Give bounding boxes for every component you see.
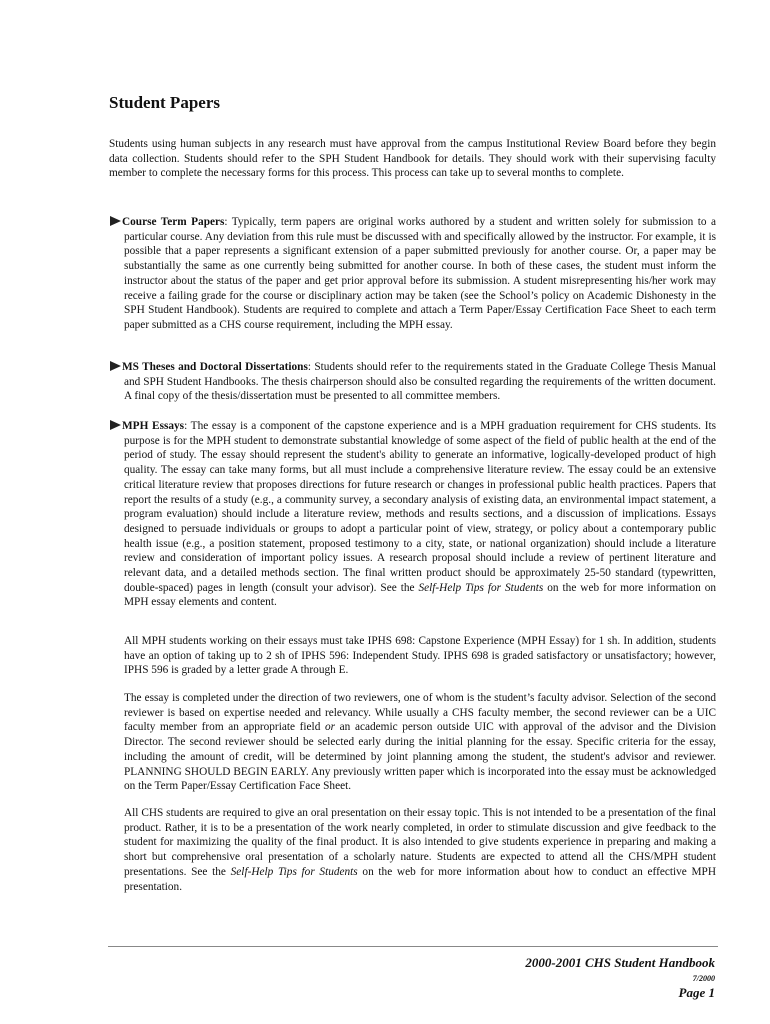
reviewers-paragraph — [124, 691, 716, 794]
mph-essays-section — [110, 419, 716, 610]
footer-page-number: Page 1 — [678, 985, 715, 1000]
page-title: Student Papers — [109, 93, 220, 112]
footer-handbook-title: 2000-2001 CHS Student Handbook — [525, 955, 715, 970]
reviewers-body-b: an academic person outside UIC with approval of the advisor and the Division Director. The second reviewer should be selected early during the initial planning for the essay. Specific criteria for the essay, including the amount of credit, will be determined by joint planning among the student, the student's advisor and reviewer. PLANNING SHOULD BEGIN EARLY. Any previously written paper which is incorporated into the essay must be acknowledged on the Term Paper/Essay Certification Face Sheet. — [124, 721, 716, 793]
theses-heading: MS Theses and Doctoral Dissertations — [122, 361, 308, 373]
mph-essays-body-a: : The essay is a component of the capstone experience and is a MPH graduation requirement for CHS students. Its purpose is for the MPH student to demonstrate substantial knowledge of some aspect of the field of public health at the end of the period of study. The essay should represent the student's ability to generate an informative, logically-developed product of high quality. The essay can take many forms, but all must include a comprehensive literature review. The essay could be an extensive critical literature review that proposes directions for future research or changes in professional public health practices. Papers that report the results of a study (e.g., a community survey, a secondary analysis of existing data, an environmental impact statement, a program evaluation) should include a literature review, methods and results sections, and a discussion of implications. Essays designed to persuade individuals or groups to adopt a particular point of view, strategy, or policy about a contemporary public health issue (e.g., a position statement, proposed testimony to a city, state, or national organization) should include a literature review and consideration of important policy issues. A research proposal should include a review of pertinent literature and relevant data, and a detailed methods section. The final written product should be approximately 25-50 standard (typewritten, double-spaced) pages in length (consult your advisor). See the — [124, 420, 716, 594]
presentation-paragraph — [124, 806, 716, 894]
footer-date: 7/2000 — [692, 974, 715, 983]
course-term-papers-section — [110, 215, 716, 333]
course-term-papers-heading: Course Term Papers — [122, 216, 225, 228]
bullet-arrow-icon — [110, 216, 121, 226]
self-help-tips-link-2[interactable]: Self-Help Tips for Students — [230, 865, 358, 878]
reviewers-body-a: The essay is completed under the direction of two reviewers, one of whom is the student’s faculty advisor. Selection of the second reviewer is based on expertise needed and relevancy. While usually a CHS faculty member, the second reviewer can be a UIC faculty member from an appropriate field — [124, 692, 716, 734]
course-term-papers-body: : Typically, term papers are original works authored by a student and written solely for submission to a particular course. Any deviation from this rule must be discussed with and specifically allowed by the instructor. For example, it is possible that a paper represents a significant extension of a paper submitted previously for another course. Or, a paper may be substantially the same as one currently being submitted for another course. In both of these cases, the student must inform the instructor about the status of the paper and get prior approval before its submission. A student misrepresenting his/her work may receive a failing grade for the course or disciplinary action may be taken (see the School’s policy on Academic Dishonesty in the SPH Student Handbook). Students are required to complete and attach a Term Paper/Essay Certification Face Sheet to each term paper submitted as a CHS course requirement, including the MPH essay. — [124, 216, 716, 331]
footer-divider — [108, 946, 718, 947]
reviewers-or: or — [324, 721, 336, 734]
mph-essays-paragraph — [110, 419, 716, 610]
theses-body: : Students should refer to the requirements stated in the Graduate College Thesis Manual and SPH Student Handbooks. The thesis chairperson should also be consulted regarding the requirements of the written document. A final copy of the thesis/dissertation must be presented to all committee members. — [124, 361, 716, 403]
bullet-arrow-icon — [110, 420, 121, 430]
mph-essays-heading: MPH Essays — [122, 420, 185, 432]
theses-section — [110, 360, 716, 404]
presentation-body-a: All CHS students are required to give an oral presentation on their essay topic. This is not intended to be a presentation of the final product. Rather, it is to be a presentation of the work nearly completed, in order to stimulate discussion and give feedback to the student for maximizing the quality of the final product. It is also intended to give students experience in preparing and making a short but comprehensive oral presentation of a scholarly nature. Students are expected to attend all the CHS/MPH student presentations. See the — [124, 807, 716, 878]
course-term-papers-paragraph — [110, 215, 716, 333]
mph-course-paragraph: All MPH students working on their essays must take IPHS 698: Capstone Experience (MPH Essay) for 1 sh. In addition, students have an option of taking up to 2 sh of IPHS 596: Independent Study. IPHS 698 is graded satisfactory or unsatisfactory; however, IPHS 596 is graded by a letter grade A through E. — [124, 635, 716, 677]
self-help-tips-link[interactable]: Self-Help Tips for Students — [418, 581, 544, 594]
theses-paragraph — [110, 360, 716, 404]
presentation-body-b: on the web for more information about how to conduct an effective MPH presentation. — [124, 865, 716, 893]
mph-essays-body-b: on the web for more information on MPH essay elements and content. — [124, 581, 716, 609]
intro-paragraph: Students using human subjects in any research must have approval from the campus Institutional Review Board before they begin data collection. Students should refer to the SPH Student Handbook for details. They should work with their supervising faculty member to complete the necessary forms for this process. This process can take up to several months to complete. — [109, 138, 716, 180]
bullet-arrow-icon — [110, 361, 121, 371]
